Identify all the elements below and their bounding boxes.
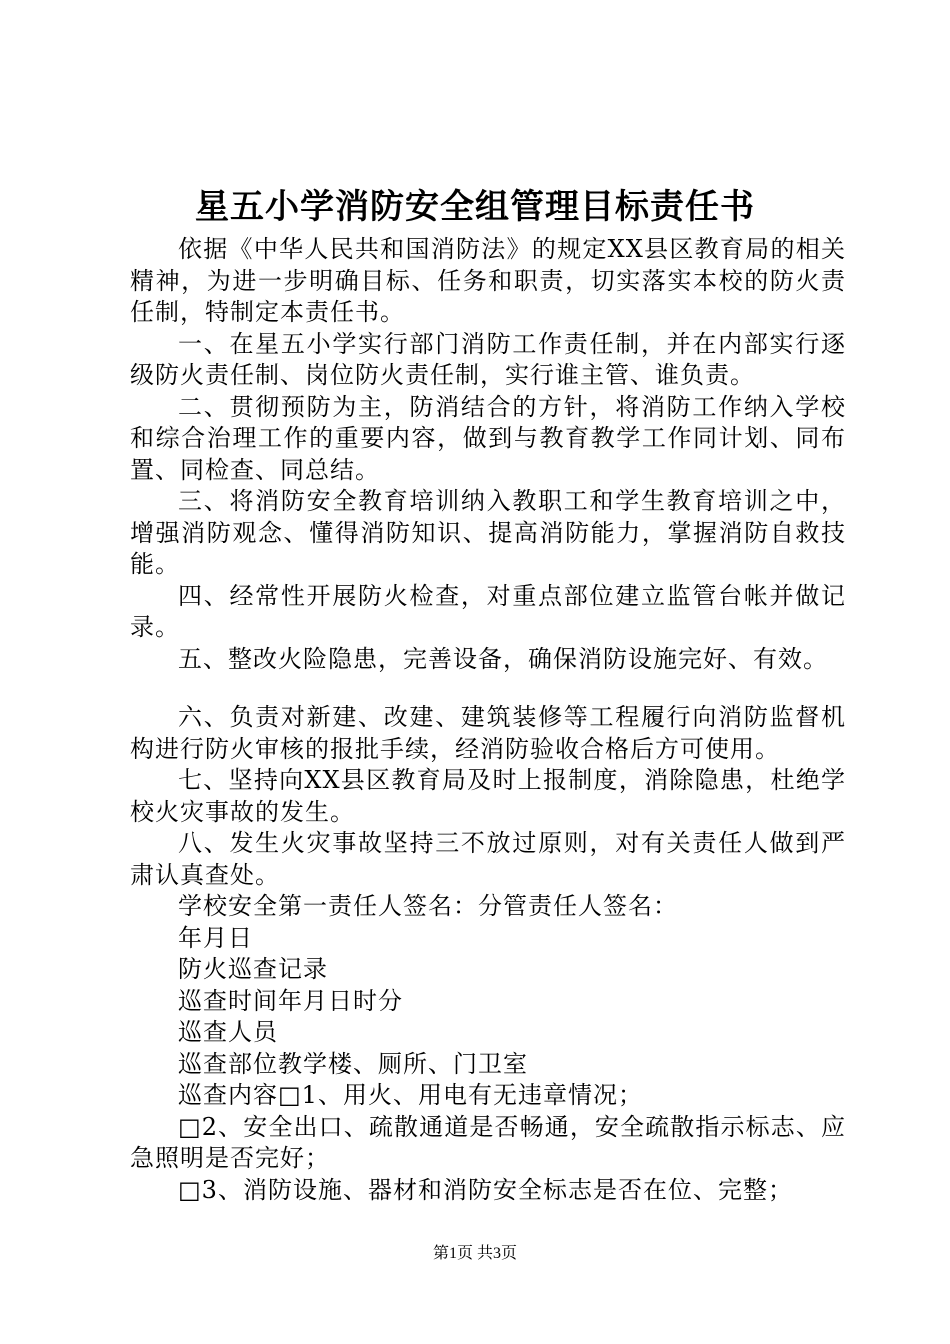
clause-7: 七、坚持向XX县区教育局及时上报制度，消除隐患，杜绝学校火灾事故的发生。 (130, 766, 846, 826)
intro-paragraph: 依据《中华人民共和国消防法》的规定XX县区教育局的相关精神，为进一步明确目标、任务和职责，切实落实本校的防火责任制，特制定本责任书。 (130, 235, 846, 326)
inspection-item-1: 巡查内容□1、用火、用电有无违章情况； (178, 1081, 643, 1109)
inspection-record-heading: 防火巡查记录 (178, 955, 328, 983)
clause-6: 六、负责对新建、改建、建筑装修等工程履行向消防监督机构进行防火审核的报批手续，经消防验收合格后方可使用。 (130, 703, 846, 763)
inspection-time: 巡查时间年月日时分 (178, 986, 403, 1015)
date-line: 年月日 (178, 923, 253, 952)
inspection-location: 巡查部位教学楼、厕所、门卫室 (178, 1049, 528, 1078)
page-footer: 第1页 共3页 (432, 1245, 517, 1262)
inspection-item-2: □2、安全出口、疏散通道是否畅通，安全疏散指示标志、应急照明是否完好； (130, 1112, 846, 1172)
document-title: 星五小学消防安全组管理目标责任书 (195, 187, 755, 227)
clause-1: 一、在星五小学实行部门消防工作责任制，并在内部实行逐级防火责任制、岗位防火责任制，实行谁主管、谁负责。 (130, 329, 846, 389)
clause-4: 四、经常性开展防火检查，对重点部位建立监管台帐并做记录。 (130, 581, 846, 641)
inspection-personnel: 巡查人员 (178, 1018, 278, 1046)
clause-3: 三、将消防安全教育培训纳入教职工和学生教育培训之中，增强消防观念、懂得消防知识、提高消防能力，掌握消防自救技能。 (130, 487, 846, 578)
signature-line: 学校安全第一责任人签名：分管责任人签名： (178, 892, 678, 920)
inspection-item-3: □3、消防设施、器材和消防安全标志是否在位、完整； (178, 1175, 793, 1204)
clause-8: 八、发生火灾事故坚持三不放过原则，对有关责任人做到严肃认真查处。 (130, 829, 846, 889)
document-body (130, 234, 846, 1206)
clause-2: 二、贯彻预防为主，防消结合的方针，将消防工作纳入学校和综合治理工作的重要内容，做到与教育教学工作同计划、同布置、同检查、同总结。 (130, 392, 846, 484)
clause-5: 五、整改火险隐患，完善设备，确保消防设施完好、有效。 (178, 644, 828, 673)
